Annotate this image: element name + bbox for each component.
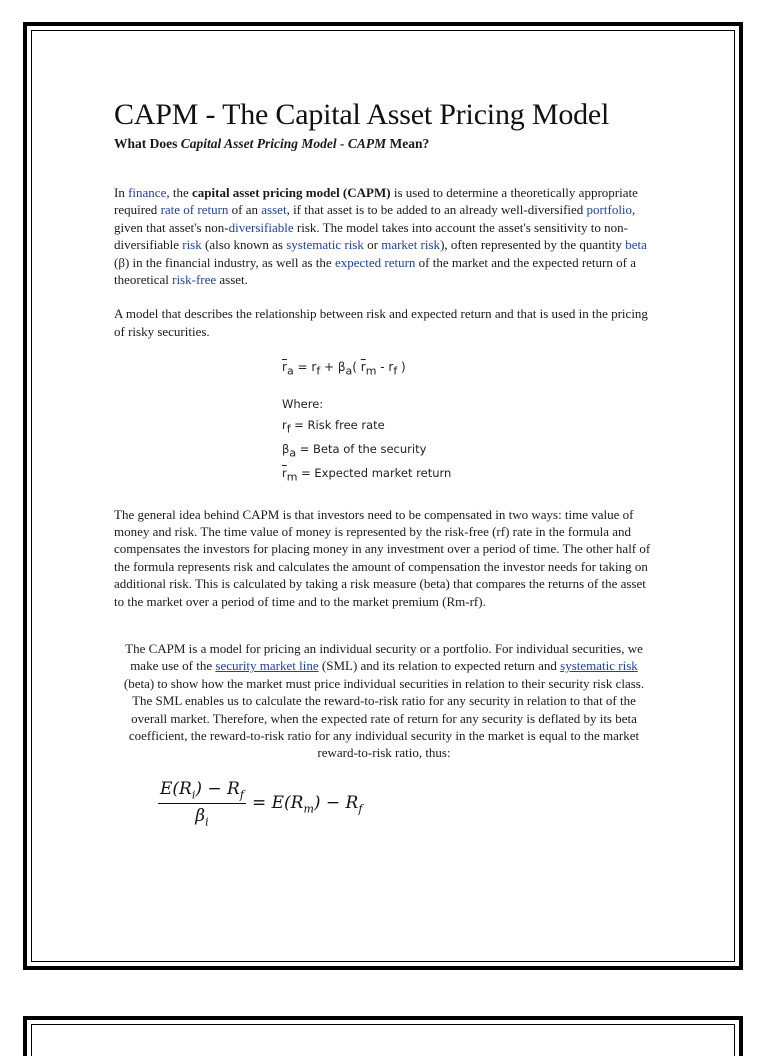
formula-rf-sub: f	[316, 364, 321, 378]
text: , given that asset's non-	[114, 202, 636, 235]
fraction	[158, 779, 246, 829]
text: , the	[166, 185, 192, 200]
formula-rm: $\overline{r}$	[360, 360, 366, 375]
def-rm-symbol: $\overline{r}$	[282, 466, 287, 481]
link-asset[interactable]: asset	[261, 202, 287, 218]
formula-rf2-sub: f	[393, 364, 398, 378]
text: of an	[228, 202, 262, 218]
capm-formula-figure	[282, 357, 654, 487]
paragraph-model-description: A model that describes the relationship between risk and expected return and that is used in the pricing of risky securities.	[114, 306, 648, 339]
rhs-sub2: f	[358, 801, 363, 815]
formula-beta-sub: a	[345, 364, 353, 378]
text: asset.	[216, 272, 248, 288]
formula-rm-sub: m	[365, 364, 377, 378]
next-page-frame-inner-border	[31, 1024, 735, 1056]
formula-rf: r	[311, 360, 317, 375]
link-finance[interactable]: finance	[128, 185, 167, 200]
text: or	[363, 237, 382, 253]
subtitle-pre: What Does	[114, 136, 181, 151]
den-beta: β	[195, 806, 206, 827]
formula-def-rf	[282, 415, 654, 439]
text: , if that asset is to be added to an already well-diversified	[286, 202, 587, 218]
link-diversifiable[interactable]: diversifiable	[228, 219, 294, 235]
link-systematic-risk-2[interactable]: systematic risk	[560, 658, 638, 674]
link-risk[interactable]: risk	[182, 237, 202, 253]
formula-def-beta	[282, 439, 654, 463]
formula-ra-sub: a	[286, 364, 294, 378]
formula-where: Where:	[282, 396, 324, 411]
link-security-market-line[interactable]: security market line	[215, 658, 319, 674]
formula-close: )	[397, 360, 406, 375]
subtitle-post: Mean?	[386, 136, 430, 151]
text: of the market and the expected return of a theoretical	[114, 254, 636, 288]
paragraph-general-idea: The general idea behind CAPM is that investors need to be compensated in two ways: time value of money and risk. The time value of money is represented by the risk-free (rf) rate in the formula and compensates the investors for placing money in any investment over a period of time. The other half of the formula represents risk and calculates the amount of compensation the investor needs for taking on additional risk. This is calculated by taking a risk measure (beta) that compares the returns of the asset to the market over a period of time and to the market premium (Rm-rf).	[114, 506, 651, 609]
def-rm-text: = Expected market return	[297, 466, 452, 481]
num-a: E(R	[160, 778, 192, 799]
page-subtitle	[114, 134, 654, 154]
next-page-frame	[23, 1016, 743, 1056]
link-systematic-risk[interactable]: systematic risk	[286, 237, 364, 253]
formula-open: (	[352, 360, 361, 375]
reward-to-risk-formula	[158, 779, 654, 829]
formula-eq: =	[293, 360, 312, 375]
page-title: CAPM - The Capital Asset Pricing Model	[114, 98, 610, 131]
den-sub: i	[205, 815, 209, 829]
paragraph-intro	[114, 184, 654, 288]
num-sub2: f	[239, 788, 244, 802]
def-rf-text: = Risk free rate	[290, 417, 385, 432]
text: ), often represented by the quantity	[440, 237, 626, 253]
link-market-risk[interactable]: market risk	[381, 237, 441, 253]
formula-rf2: r	[388, 360, 394, 375]
formula-minus: -	[376, 360, 389, 375]
text: In	[114, 185, 129, 200]
text: The CAPM is a model for pricing an individual security or a portfolio. For individual securities, we make use of the	[125, 640, 643, 674]
rhs-a: = E(R	[251, 792, 304, 813]
formula-plus: +	[320, 360, 338, 375]
def-beta-symbol: β	[282, 441, 290, 456]
capm-formula	[282, 357, 654, 381]
text: (SML) and its relation to expected return and	[318, 658, 561, 674]
link-risk-free[interactable]: risk-free	[172, 272, 217, 288]
rhs-b: ) − R	[313, 792, 359, 813]
capm-definition-bold: capital asset pricing model (CAPM)	[192, 185, 391, 200]
link-beta[interactable]: beta	[625, 237, 647, 253]
fraction-denominator	[195, 804, 208, 828]
text: (also known as	[201, 237, 287, 253]
link-expected-return[interactable]: expected return	[334, 254, 416, 270]
def-rf-sub: f	[286, 421, 291, 435]
link-portfolio[interactable]: portfolio	[586, 202, 633, 218]
formula-def-rm	[282, 463, 654, 487]
document-content	[114, 96, 654, 829]
text: (β) in the financial industry, as well as the	[114, 254, 335, 270]
text: (beta) to show how the market must price individual securities in relation to their security risk class. The SML enables us to calculate the reward-to-risk ratio for any security in relation to that of the overall market. Therefore, when the expected rate of return for any security is deflated by its beta coefficient, the reward-to-risk ratio for any individual security in the market is equal to the market reward-to-risk ratio, thus:	[123, 675, 645, 761]
formula-ra: $\overline{r}$	[282, 360, 287, 375]
subtitle-em: Capital Asset Pricing Model - CAPM	[180, 136, 387, 151]
def-rm-sub: m	[286, 470, 298, 484]
fraction-rhs	[252, 793, 363, 815]
paragraph-sml	[114, 640, 654, 762]
text: risk. The model takes into account the asset's sensitivity to non-diversifiable	[114, 219, 628, 253]
num-b: ) − R	[195, 778, 240, 799]
num-sub: i	[191, 788, 196, 802]
fraction-numerator	[158, 779, 246, 804]
formula-beta: β	[337, 360, 346, 375]
def-rf-symbol: r	[282, 417, 287, 432]
link-rate-of-return[interactable]: rate of return	[160, 202, 229, 218]
def-beta-text: = Beta of the security	[296, 441, 427, 456]
text: is used to determine a theoretically appropriate required	[114, 185, 638, 218]
def-beta-sub: a	[289, 446, 297, 460]
rhs-sub: m	[303, 801, 314, 815]
